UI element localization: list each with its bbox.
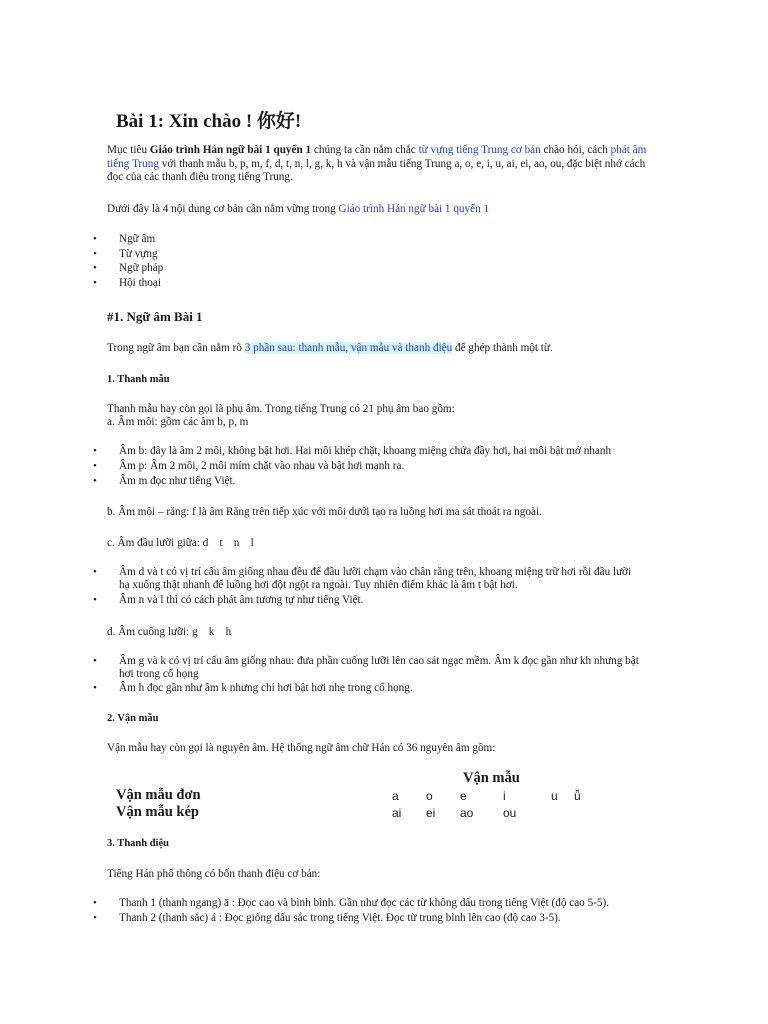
intro-text: Mục tiêu <box>107 144 150 156</box>
page-title: Bài 1: Xin chào ! 你好! <box>116 111 302 132</box>
section1-paragraph <box>107 342 553 356</box>
bullet-text: Âm n và l thì có cách phát âm tương tự như tiếng Việt. <box>119 594 364 606</box>
toc-item: Ngữ pháp <box>119 262 164 274</box>
bullet-icon: • <box>93 445 97 457</box>
section1-text: Trong ngữ âm bạn cần nắm rõ <box>107 342 245 354</box>
intro-bold-title: Giáo trình Hán ngữ bài 1 quyển 1 <box>149 144 312 156</box>
subheading: 1. Thanh mẫu <box>107 374 170 385</box>
vocab-link[interactable]: từ vựng tiếng Trung cơ bản <box>418 144 541 156</box>
bullet-text: Âm g và k có vị trí cấu âm giống nhau: đưa phần cuống lưỡi lên cao sát ngạc mềm. Âm k đọc gần như kh nhưng bật <box>119 655 639 667</box>
contents-intro <box>107 203 489 217</box>
textbook-link[interactable]: Giáo trình Hán ngữ bài 1 quyển 1 <box>338 203 490 215</box>
table-cell: o <box>426 789 433 803</box>
bullet-text: Âm h đọc gần như âm k nhưng chỉ hơi bật hơi nhẹ trong cổ họng. <box>119 682 413 694</box>
bullet-icon: • <box>93 682 97 694</box>
table-cell: ou <box>503 806 517 820</box>
bullet-icon: • <box>93 897 97 909</box>
toc-item: Hội thoại <box>119 277 161 289</box>
intro-text: với thanh mẫu b, p, m, f, d, t, n, l, g, k, h và vận mẫu tiếng Trung a, o, e, i, u, ai, ei, ao, ou, đặc biệt nhớ cách đọc của các thanh điệu trong tiếng Trung. <box>107 157 646 183</box>
bullet-text: Thanh 1 (thanh ngang) ā : Đọc cao và bình bình. Gần như đọc các từ không dấu trong tiếng Việt (độ cao 5-5). <box>119 897 609 909</box>
paragraph-line: Vận mẫu hay còn gọi là nguyên âm. Hệ thống ngữ âm chữ Hán có 36 nguyên âm gồm: <box>107 742 496 754</box>
bullet-icon: • <box>93 233 97 245</box>
table-header: Vận mẫu <box>463 770 520 786</box>
paragraph-line: Tiếng Hán phổ thông có bốn thanh điệu cơ bản: <box>107 868 321 880</box>
paragraph-line: c. Âm đầu lưỡi giữa: d t n l <box>107 537 254 549</box>
table-cell: e <box>460 789 467 803</box>
bullet-icon: • <box>93 277 97 289</box>
toc-item: Ngữ âm <box>119 233 156 245</box>
table-cell: ǚ <box>574 789 581 803</box>
intro-text: chào hỏi, cách <box>540 144 611 156</box>
bullet-text: Âm p: Âm 2 môi, 2 môi mím chặt vào nhau và bật hơi mạnh ra. <box>119 460 405 472</box>
pronunciation-link[interactable]: phát âm tiếng Trung <box>107 144 647 170</box>
bullet-text: Âm d và t có vị trí cấu âm giống nhau đều để đầu lưỡi chạm vào chân răng trên, khoang miệng trữ hơi rồi đầu lưỡi <box>119 566 632 578</box>
paragraph-line: a. Âm môi: gồm các âm b, p, m <box>107 416 249 428</box>
bullet-icon: • <box>93 594 97 606</box>
subheading: 2. Vận mẫu <box>107 713 159 724</box>
bullet-text: Âm b: đây là âm 2 môi, không bật hơi. Hai môi khép chặt, khoang miệng chứa đầy hơi, hai môi bật mở nhanh <box>119 445 612 457</box>
bullet-icon: • <box>93 475 97 487</box>
table-row-label: Vận mẫu đơn <box>116 787 201 803</box>
bullet-text: hơi trong cổ họng <box>119 668 199 680</box>
toc-item: Từ vựng <box>119 248 158 260</box>
bullet-text: hạ xuống thật nhanh để luồng hơi đột ngột ra ngoài. Tuy nhiên điểm khác là âm t bật hơi. <box>119 579 518 591</box>
bullet-text: Thanh 2 (thanh sắc) á : Đọc giống dấu sắc trong tiếng Việt. Đọc từ trung bình lên cao (độ cao 3-5). <box>119 912 561 924</box>
table-cell: u <box>551 789 558 803</box>
bullet-icon: • <box>93 566 97 578</box>
bullet-icon: • <box>93 262 97 274</box>
table-cell: a <box>392 789 399 803</box>
intro-text: chúng ta cần nắm chắc <box>311 144 419 156</box>
subheading: 3. Thanh điệu <box>107 838 169 849</box>
paragraph-line: d. Âm cuống lưỡi: g k h <box>107 626 232 638</box>
bullet-text: Âm m đọc như tiếng Việt. <box>119 475 236 487</box>
intro-paragraph <box>107 144 662 185</box>
table-cell: i <box>503 789 506 803</box>
table-cell: ei <box>426 806 436 820</box>
contents-intro-text: Dưới đây là 4 nội dung cơ bản cần nắm vững trong <box>107 203 339 215</box>
section-heading: #1. Ngữ âm Bài 1 <box>107 309 203 324</box>
table-cell: ai <box>392 806 402 820</box>
paragraph-line: Thanh mẫu hay còn gọi là phụ âm. Trong tiếng Trung có 21 phụ âm bao gồm: <box>107 403 455 415</box>
table-row-label: Vận mẫu kép <box>116 804 199 820</box>
bullet-icon: • <box>93 460 97 472</box>
bullet-icon: • <box>93 248 97 260</box>
highlighted-link[interactable]: 3 phần sau: thanh mẫu, vận mẫu và thanh điệu <box>244 342 453 354</box>
paragraph-line: b. Âm môi – răng: f là âm Răng trên tiếp xúc với môi dưới tạo ra luồng hơi ma sát thoát ra ngoài. <box>107 506 542 518</box>
section1-text: để ghép thành một từ. <box>452 342 553 354</box>
bullet-icon: • <box>93 655 97 667</box>
bullet-icon: • <box>93 912 97 924</box>
table-cell: ao <box>460 806 474 820</box>
